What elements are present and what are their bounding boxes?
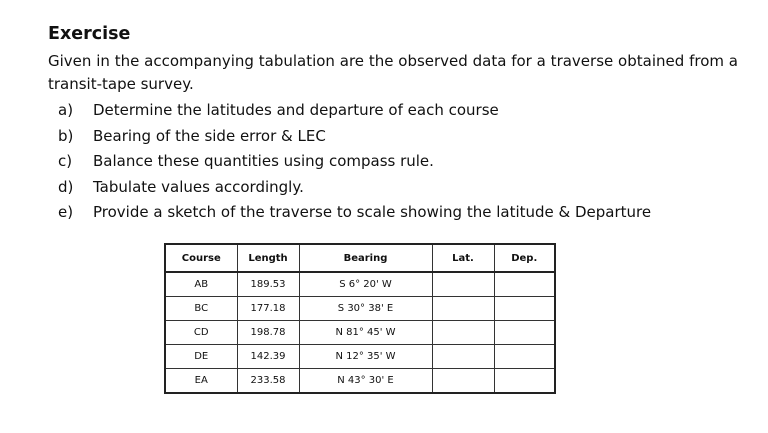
course-cell: EA	[165, 369, 237, 394]
list-marker: a)	[58, 101, 74, 119]
table-header-row	[165, 244, 555, 272]
bearing-cell: N 43° 30' E	[299, 369, 432, 394]
task-list	[58, 98, 651, 226]
column-header-latitude: Lat.	[432, 244, 494, 272]
table-row	[165, 369, 555, 394]
column-header-length: Length	[237, 244, 299, 272]
list-item	[58, 175, 651, 201]
page-title: Exercise	[48, 24, 131, 44]
list-marker: b)	[58, 126, 74, 145]
column-header-course: Course	[165, 244, 237, 272]
length-cell: 233.58	[237, 369, 299, 394]
course-cell: AB	[165, 272, 237, 297]
departure-cell	[494, 272, 555, 297]
departure-cell	[494, 297, 555, 321]
length-cell: 177.18	[237, 297, 299, 321]
table-row	[165, 297, 555, 321]
course-cell: DE	[165, 345, 237, 369]
list-item	[58, 149, 651, 175]
list-marker: d)	[58, 177, 74, 196]
bearing-cell: S 30° 38' E	[299, 297, 432, 321]
traverse-data-table	[164, 243, 556, 394]
list-marker: e)	[58, 203, 74, 221]
column-header-bearing: Bearing	[299, 244, 432, 272]
bearing-cell: N 12° 35' W	[299, 345, 432, 369]
departure-cell	[494, 369, 555, 394]
list-item-text: Balance these quantities using compass rule.	[93, 152, 434, 170]
latitude-cell	[432, 297, 494, 321]
list-item	[58, 98, 651, 124]
latitude-cell	[432, 345, 494, 369]
course-cell: BC	[165, 297, 237, 321]
list-item-text: Bearing of the side error & LEC	[93, 126, 326, 145]
latitude-cell	[432, 321, 494, 345]
list-item	[58, 124, 651, 150]
table-row	[165, 321, 555, 345]
table-row	[165, 272, 555, 297]
list-item-text: Determine the latitudes and departure of each course	[93, 101, 499, 119]
latitude-cell	[432, 369, 494, 394]
intro-paragraph: Given in the accompanying tabulation are the observed data for a traverse obtained from a transit-tape survey.	[48, 52, 738, 93]
list-item-text: Tabulate values accordingly.	[93, 177, 304, 196]
list-item	[58, 200, 651, 226]
bearing-cell: N 81° 45' W	[299, 321, 432, 345]
column-header-departure: Dep.	[494, 244, 555, 272]
length-cell: 189.53	[237, 272, 299, 297]
length-cell: 142.39	[237, 345, 299, 369]
table-row	[165, 345, 555, 369]
course-cell: CD	[165, 321, 237, 345]
list-marker: c)	[58, 152, 73, 170]
length-cell: 198.78	[237, 321, 299, 345]
bearing-cell: S 6° 20' W	[299, 272, 432, 297]
departure-cell	[494, 321, 555, 345]
departure-cell	[494, 345, 555, 369]
list-item-text: Provide a sketch of the traverse to scale showing the latitude & Departure	[93, 203, 652, 221]
latitude-cell	[432, 272, 494, 297]
